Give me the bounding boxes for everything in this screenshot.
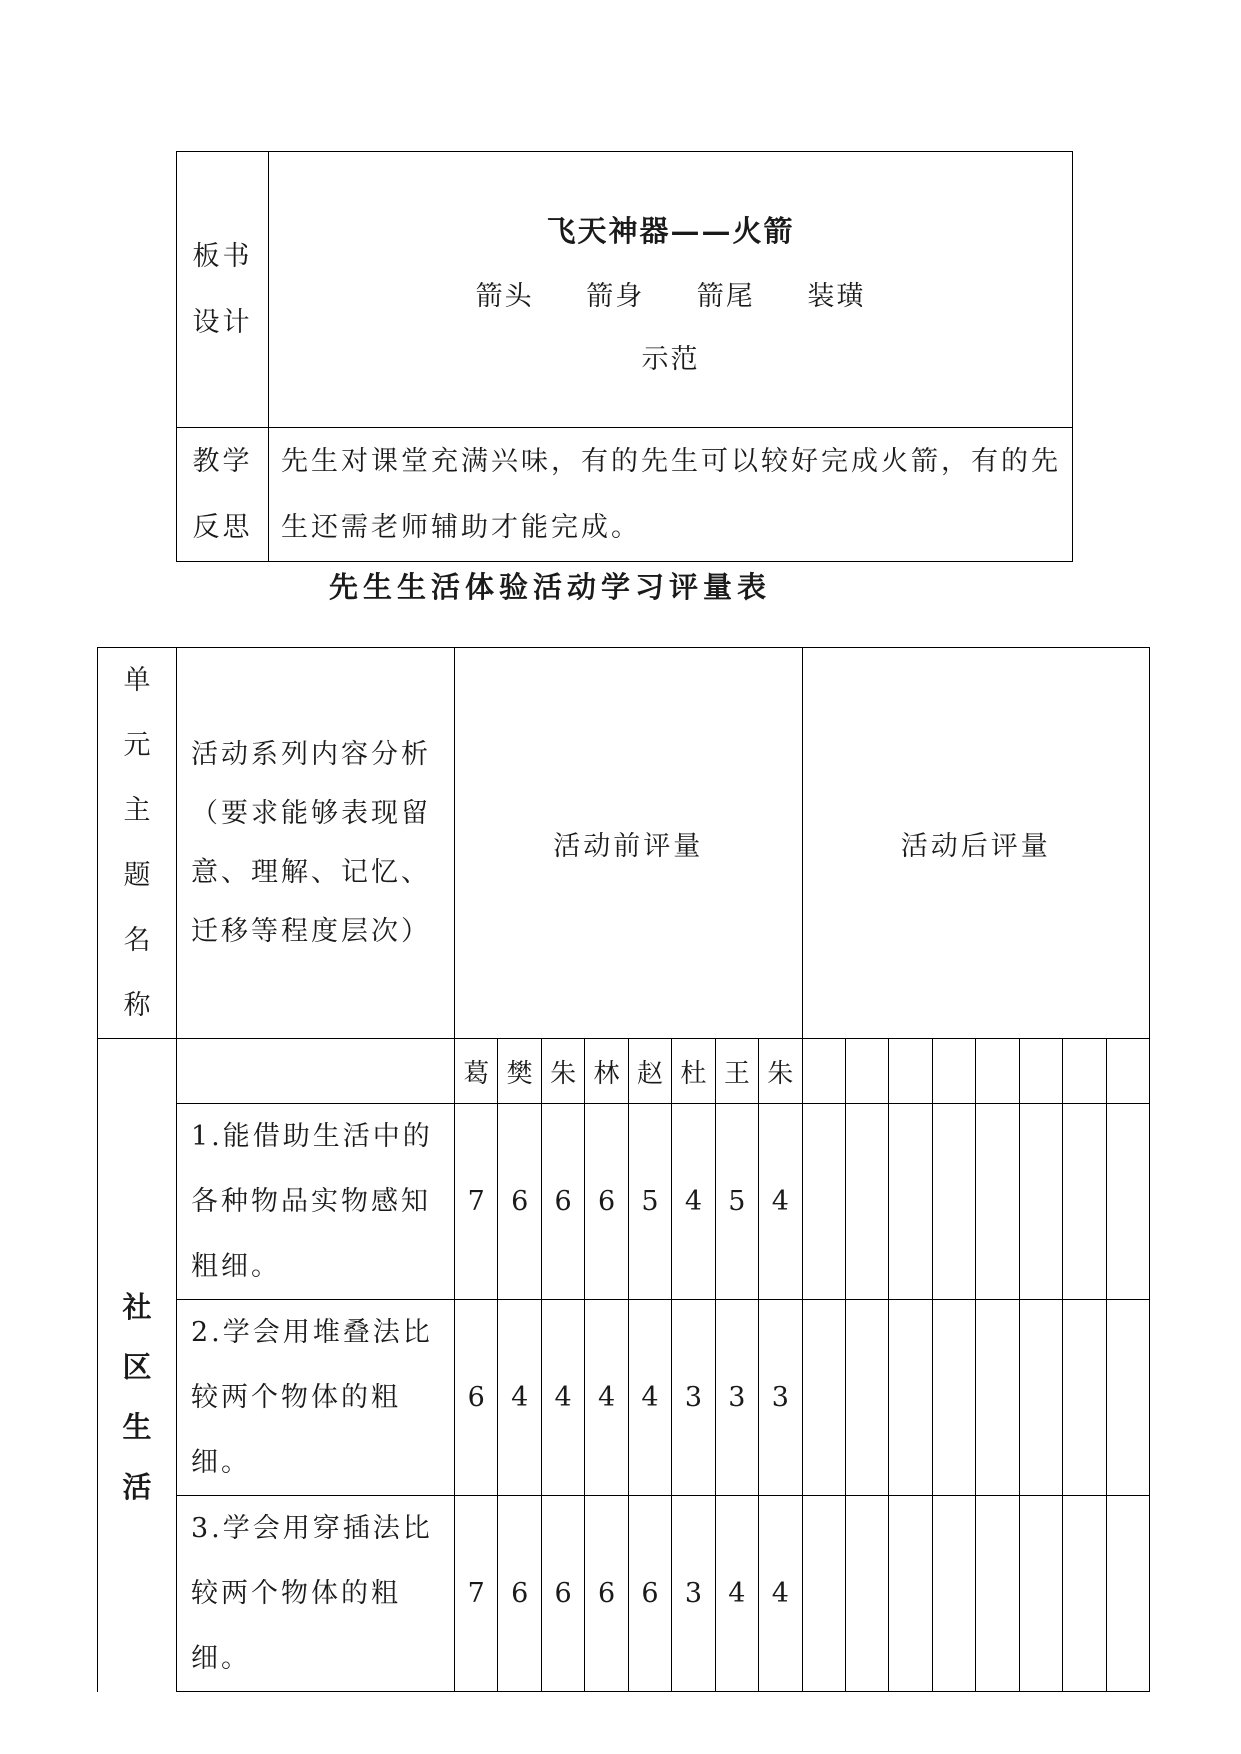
board-design-table — [176, 151, 1073, 562]
student-name: 赵 — [628, 1039, 671, 1104]
activity-item: 1.能借助生活中的各种物品实物感知粗细。 — [177, 1104, 455, 1300]
board-part: 装璜 — [807, 281, 866, 312]
activity-item: 2.学会用堆叠法比较两个物体的粗细。 — [177, 1300, 455, 1496]
score-cell: 3 — [759, 1300, 802, 1496]
after-score-cell — [1019, 1496, 1062, 1692]
reflection-text: 先生对课堂充满兴味，有的先生可以较好完成火箭，有的先生还需老师辅助才能完成。 — [269, 428, 1073, 562]
after-score-cell — [802, 1496, 845, 1692]
board-title: 飞天神器——火箭 — [546, 214, 795, 248]
after-score-cell — [932, 1300, 975, 1496]
header-unit-char: 称 — [123, 990, 151, 1021]
after-score-cell — [889, 1300, 932, 1496]
score-cell: 6 — [498, 1104, 541, 1300]
board-design-label — [177, 152, 269, 428]
after-score-cell — [845, 1496, 888, 1692]
score-cell: 4 — [541, 1300, 584, 1496]
unit-name-char: 社 — [122, 1290, 152, 1325]
board-parts — [269, 274, 1072, 313]
score-cell: 4 — [585, 1300, 628, 1496]
after-score-cell — [802, 1039, 845, 1104]
after-score-cell — [802, 1104, 845, 1300]
student-name: 王 — [715, 1039, 758, 1104]
board-part: 箭头 — [475, 281, 534, 312]
unit-name-char: 生 — [122, 1410, 152, 1445]
after-score-cell — [845, 1104, 888, 1300]
after-score-cell — [1063, 1104, 1106, 1300]
empty-cell — [177, 1039, 455, 1104]
score-cell: 4 — [715, 1496, 758, 1692]
reflection-label — [177, 428, 269, 562]
after-score-cell — [889, 1039, 932, 1104]
student-name: 樊 — [498, 1039, 541, 1104]
score-cell: 6 — [541, 1104, 584, 1300]
header-unit-char: 主 — [123, 795, 151, 826]
header-unit-char: 单 — [123, 665, 151, 696]
after-score-cell — [845, 1300, 888, 1496]
after-score-cell — [845, 1039, 888, 1104]
header-unit-char: 元 — [123, 730, 151, 761]
score-cell: 4 — [628, 1300, 671, 1496]
header-after-assessment: 活动后评量 — [802, 648, 1150, 1039]
after-score-cell — [1063, 1496, 1106, 1692]
score-cell: 4 — [759, 1104, 802, 1300]
score-cell: 6 — [585, 1496, 628, 1692]
score-cell: 5 — [628, 1104, 671, 1300]
header-unit-char: 题 — [123, 860, 151, 891]
score-cell: 6 — [498, 1496, 541, 1692]
score-cell: 3 — [672, 1300, 715, 1496]
board-part: 箭身 — [586, 281, 645, 312]
after-score-cell — [1106, 1039, 1149, 1104]
score-cell: 7 — [455, 1496, 498, 1692]
reflection-label-line: 教学 — [192, 445, 253, 477]
score-cell: 4 — [498, 1300, 541, 1496]
after-score-cell — [802, 1300, 845, 1496]
board-demo: 示范 — [641, 344, 700, 375]
activity-item: 3.学会用穿插法比较两个物体的粗细。 — [177, 1496, 455, 1692]
assessment-table — [97, 647, 1150, 1692]
board-label-line: 设计 — [192, 306, 253, 338]
header-before-assessment: 活动前评量 — [455, 648, 803, 1039]
board-part: 箭尾 — [696, 281, 755, 312]
unit-name-cell — [98, 1039, 177, 1692]
unit-name-char: 活 — [122, 1470, 152, 1505]
after-score-cell — [932, 1104, 975, 1300]
score-cell: 6 — [628, 1496, 671, 1692]
score-cell: 6 — [455, 1300, 498, 1496]
after-score-cell — [1106, 1496, 1149, 1692]
unit-name-char: 区 — [122, 1350, 152, 1385]
header-unit-char: 名 — [123, 925, 151, 956]
score-cell: 3 — [672, 1496, 715, 1692]
student-name: 杜 — [672, 1039, 715, 1104]
score-cell: 5 — [715, 1104, 758, 1300]
student-name: 朱 — [759, 1039, 802, 1104]
after-score-cell — [1019, 1300, 1062, 1496]
board-design-content — [269, 152, 1073, 428]
board-label-line: 板书 — [192, 240, 253, 272]
after-score-cell — [1063, 1039, 1106, 1104]
after-score-cell — [932, 1496, 975, 1692]
after-score-cell — [1019, 1104, 1062, 1300]
after-score-cell — [1019, 1039, 1062, 1104]
after-score-cell — [976, 1104, 1019, 1300]
reflection-label-line: 反思 — [192, 511, 253, 543]
assessment-title: 先生生活体验活动学习评量表 — [328, 570, 771, 604]
student-name: 林 — [585, 1039, 628, 1104]
after-score-cell — [932, 1039, 975, 1104]
score-cell: 4 — [672, 1104, 715, 1300]
student-name: 葛 — [455, 1039, 498, 1104]
after-score-cell — [889, 1496, 932, 1692]
score-cell: 6 — [585, 1104, 628, 1300]
after-score-cell — [976, 1496, 1019, 1692]
score-cell: 3 — [715, 1300, 758, 1496]
score-cell: 4 — [759, 1496, 802, 1692]
header-content-analysis: 活动系列内容分析（要求能够表现留意、理解、记忆、迁移等程度层次） — [177, 648, 455, 1039]
after-score-cell — [976, 1039, 1019, 1104]
score-cell: 6 — [541, 1496, 584, 1692]
header-unit — [98, 648, 177, 1039]
after-score-cell — [1106, 1300, 1149, 1496]
score-cell: 7 — [455, 1104, 498, 1300]
after-score-cell — [1106, 1104, 1149, 1300]
after-score-cell — [1063, 1300, 1106, 1496]
after-score-cell — [889, 1104, 932, 1300]
student-name: 朱 — [541, 1039, 584, 1104]
after-score-cell — [976, 1300, 1019, 1496]
